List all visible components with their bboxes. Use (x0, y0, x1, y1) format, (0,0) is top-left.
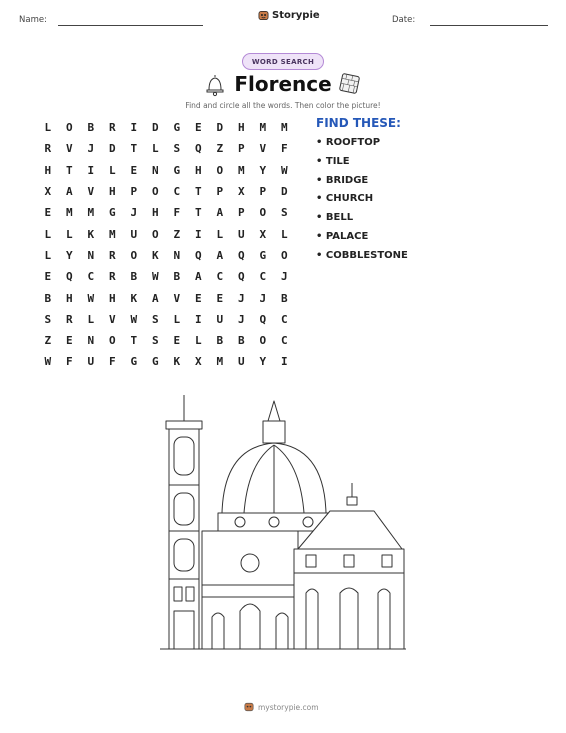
grid-letter[interactable]: X (44, 185, 52, 199)
grid-letter[interactable]: V (65, 142, 73, 156)
grid-letter[interactable]: A (216, 248, 224, 262)
word-list-item: • CHURCH (316, 193, 374, 205)
grid-letter[interactable]: M (237, 163, 245, 177)
grid-letter[interactable]: X (259, 227, 267, 241)
grid-letter[interactable]: J (237, 291, 245, 305)
grid-letter[interactable]: W (44, 355, 52, 369)
grid-letter[interactable]: B (237, 334, 245, 348)
grid-letter[interactable]: P (130, 185, 138, 199)
grid-letter[interactable]: E (194, 291, 202, 305)
grid-letter[interactable]: S (151, 334, 159, 348)
grid-letter[interactable]: G (151, 355, 159, 369)
grid-letter[interactable]: O (259, 206, 267, 220)
grid-letter[interactable]: E (173, 334, 181, 348)
grid-letter[interactable]: A (151, 291, 159, 305)
name-label: Name: (19, 15, 47, 25)
grid-letter[interactable]: L (65, 227, 73, 241)
grid-letter[interactable]: M (65, 206, 73, 220)
word-list-item: • ROOFTOP (316, 137, 381, 148)
grid-letter[interactable]: A (216, 206, 224, 220)
grid-letter[interactable]: P (259, 185, 267, 199)
grid-letter[interactable]: D (108, 142, 116, 156)
grid-letter[interactable]: V (173, 291, 181, 305)
grid-letter[interactable]: L (280, 227, 288, 241)
grid-letter[interactable]: K (173, 355, 181, 369)
grid-letter[interactable]: P (237, 206, 245, 220)
footer (244, 702, 319, 712)
footer-url[interactable]: mystorypie.com (258, 702, 319, 712)
grid-letter[interactable]: J (87, 142, 95, 156)
grid-letter[interactable]: N (173, 248, 181, 262)
grid-letter[interactable]: A (194, 270, 202, 284)
grid-letter[interactable]: V (87, 185, 95, 199)
grid-letter[interactable]: I (280, 355, 288, 369)
grid-letter[interactable]: U (216, 312, 224, 326)
grid-letter[interactable]: E (194, 121, 202, 135)
grid-letter[interactable]: M (108, 227, 116, 241)
grid-letter[interactable]: V (108, 312, 116, 326)
grid-letter[interactable]: T (130, 142, 138, 156)
grid-letter[interactable]: O (280, 248, 288, 262)
grid-letter[interactable]: O (259, 334, 267, 348)
grid-letter[interactable]: F (65, 355, 73, 369)
grid-letter[interactable]: T (65, 163, 73, 177)
bell-icon (204, 73, 226, 97)
grid-letter[interactable]: K (87, 227, 95, 241)
grid-letter[interactable]: W (280, 163, 288, 177)
grid-letter[interactable]: X (237, 185, 245, 199)
grid-letter[interactable]: E (216, 291, 224, 305)
name-field-line[interactable] (58, 25, 203, 26)
storypie-logo (258, 10, 320, 21)
grid-letter[interactable]: W (130, 312, 138, 326)
grid-letter[interactable]: U (237, 355, 245, 369)
word-list-item: • TILE (316, 155, 350, 167)
grid-letter[interactable]: E (65, 334, 73, 348)
cobblestone-icon (339, 73, 360, 94)
grid-letter[interactable]: C (280, 312, 288, 326)
grid-letter[interactable]: L (44, 227, 52, 241)
grid-letter[interactable]: U (87, 355, 95, 369)
grid-letter[interactable]: A (65, 185, 73, 199)
grid-letter[interactable]: H (151, 206, 159, 220)
word-list (316, 137, 408, 269)
grid-letter[interactable]: S (44, 312, 52, 326)
grid-letter[interactable]: L (173, 312, 181, 326)
grid-letter[interactable]: Q (237, 248, 245, 262)
grid-letter[interactable]: O (65, 121, 73, 135)
grid-letter[interactable]: Y (259, 163, 267, 177)
grid-letter[interactable]: N (87, 248, 95, 262)
grid-letter[interactable]: L (44, 248, 52, 262)
word-search-badge: WORD SEARCH (242, 53, 324, 70)
grid-letter[interactable]: B (44, 291, 52, 305)
grid-letter[interactable]: J (280, 270, 288, 284)
grid-letter[interactable]: J (237, 312, 245, 326)
grid-letter[interactable]: S (280, 206, 288, 220)
grid-letter[interactable]: J (259, 291, 267, 305)
grid-letter[interactable]: L (87, 312, 95, 326)
grid-letter[interactable]: Z (173, 227, 181, 241)
grid-letter[interactable]: M (259, 121, 267, 135)
grid-letter[interactable]: T (194, 185, 202, 199)
florence-cathedral-illustration (160, 393, 406, 653)
word-list-item: • PALACE (316, 230, 369, 242)
grid-letter[interactable]: Z (44, 334, 52, 348)
grid-letter[interactable]: G (173, 121, 181, 135)
grid-letter[interactable]: T (194, 206, 202, 220)
grid-letter[interactable]: E (130, 163, 138, 177)
grid-letter[interactable]: K (151, 248, 159, 262)
grid-letter[interactable]: B (173, 270, 181, 284)
grid-letter[interactable]: C (259, 270, 267, 284)
grid-letter[interactable]: F (108, 355, 116, 369)
grid-letter[interactable]: L (216, 227, 224, 241)
grid-letter[interactable]: L (194, 334, 202, 348)
grid-letter[interactable]: O (151, 227, 159, 241)
find-these-heading: FIND THESE: (316, 116, 401, 130)
grid-letter[interactable]: M (87, 206, 95, 220)
grid-letter[interactable]: S (151, 312, 159, 326)
date-field-line[interactable] (430, 25, 548, 26)
word-list-item: • BELL (316, 212, 354, 224)
grid-letter[interactable]: G (173, 163, 181, 177)
grid-letter[interactable]: G (108, 206, 116, 220)
grid-letter[interactable]: L (44, 121, 52, 135)
grid-letter[interactable]: H (108, 291, 116, 305)
grid-letter[interactable]: G (130, 355, 138, 369)
grid-letter[interactable]: O (151, 185, 159, 199)
grid-letter[interactable]: H (44, 163, 52, 177)
grid-letter[interactable]: G (259, 248, 267, 262)
grid-letter[interactable]: L (151, 142, 159, 156)
grid-letter[interactable]: L (108, 163, 116, 177)
grid-letter[interactable]: R (108, 248, 116, 262)
grid-letter[interactable]: Q (194, 248, 202, 262)
letter-grid[interactable] (37, 117, 295, 373)
grid-letter[interactable]: B (130, 270, 138, 284)
grid-letter[interactable]: J (130, 206, 138, 220)
grid-letter[interactable]: C (216, 270, 224, 284)
grid-letter[interactable]: H (108, 185, 116, 199)
grid-letter[interactable]: H (194, 163, 202, 177)
grid-letter[interactable]: N (151, 163, 159, 177)
grid-letter[interactable]: T (130, 334, 138, 348)
storypie-footer-icon (244, 702, 254, 712)
grid-letter[interactable]: D (151, 121, 159, 135)
grid-letter[interactable]: S (173, 142, 181, 156)
grid-letter[interactable]: W (151, 270, 159, 284)
storypie-mascot-icon (258, 10, 269, 21)
grid-letter[interactable]: O (216, 163, 224, 177)
grid-letter[interactable]: P (216, 185, 224, 199)
grid-letter[interactable]: C (87, 270, 95, 284)
grid-letter[interactable]: M (280, 121, 288, 135)
grid-letter[interactable]: Q (259, 312, 267, 326)
grid-letter[interactable]: Y (65, 248, 73, 262)
grid-letter[interactable]: D (280, 185, 288, 199)
grid-letter[interactable]: B (280, 291, 288, 305)
grid-letter[interactable]: R (108, 270, 116, 284)
grid-letter[interactable]: K (130, 291, 138, 305)
grid-letter[interactable]: R (44, 142, 52, 156)
grid-letter[interactable]: I (87, 163, 95, 177)
grid-letter[interactable]: P (237, 142, 245, 156)
grid-letter[interactable]: I (194, 312, 202, 326)
grid-letter[interactable]: N (87, 334, 95, 348)
grid-letter[interactable]: B (87, 121, 95, 135)
instructions: Find and circle all the words. Then color the picture! (185, 101, 381, 110)
grid-letter[interactable]: M (216, 355, 224, 369)
grid-letter[interactable]: U (237, 227, 245, 241)
grid-letter[interactable]: I (194, 227, 202, 241)
grid-letter[interactable]: H (65, 291, 73, 305)
grid-letter[interactable]: Q (194, 142, 202, 156)
grid-letter[interactable]: V (259, 142, 267, 156)
grid-letter[interactable]: R (108, 121, 116, 135)
grid-letter[interactable]: C (280, 334, 288, 348)
grid-letter[interactable]: Q (237, 270, 245, 284)
grid-letter[interactable]: F (280, 142, 288, 156)
grid-letter[interactable]: Z (216, 142, 224, 156)
grid-letter[interactable]: H (237, 121, 245, 135)
grid-letter[interactable]: B (216, 334, 224, 348)
grid-letter[interactable]: F (173, 206, 181, 220)
brand-name: Storypie (272, 10, 320, 21)
grid-letter[interactable]: X (194, 355, 202, 369)
grid-letter[interactable]: E (44, 206, 52, 220)
word-list-item: • BRIDGE (316, 174, 369, 186)
grid-letter[interactable]: E (44, 270, 52, 284)
grid-letter[interactable]: O (108, 334, 116, 348)
date-label: Date: (392, 15, 416, 25)
grid-letter[interactable]: Q (65, 270, 73, 284)
grid-letter[interactable]: C (173, 185, 181, 199)
grid-letter[interactable]: R (65, 312, 73, 326)
word-list-item: • COBBLESTONE (316, 249, 408, 261)
grid-letter[interactable]: W (87, 291, 95, 305)
grid-letter[interactable]: Y (259, 355, 267, 369)
page-title: Florence (234, 72, 332, 96)
grid-letter[interactable]: I (130, 121, 138, 135)
grid-letter[interactable]: U (130, 227, 138, 241)
grid-letter[interactable]: O (130, 248, 138, 262)
grid-letter[interactable]: D (216, 121, 224, 135)
